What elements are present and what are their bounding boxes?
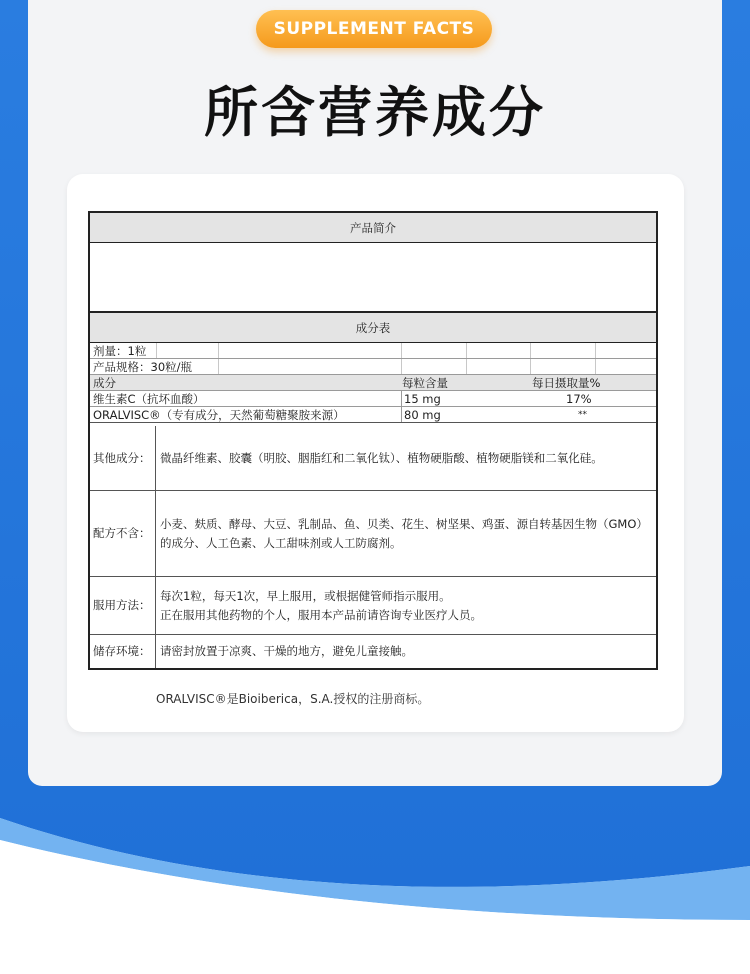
ingredient-amount: 80 mg [404,408,441,422]
intro-body [90,243,656,313]
storage-label: 储存环境： [90,635,156,668]
bottom-wave [0,770,750,974]
ingredient-dv: ** [578,410,587,420]
supplement-facts-table [88,211,658,670]
spec-text: 产品规格：30粒/瓶 [93,360,193,374]
other-ingredients-text: 微晶纤维素、胶囊（明胶、胭脂红和二氧化钛）、植物硬脂酸、植物硬脂镁和二氧化硅。 [160,450,603,465]
ingredient-dv: 17% [566,392,592,406]
storage-text: 请密封放置于凉爽、干燥的地方，避免儿童接触。 [160,644,413,658]
other-ingredients-row [90,426,656,491]
usage-line: 每次1粒，每天1次，早上服用，或根据健管师指示服用。 [160,588,451,603]
ingredient-name: 维生素C（抗坏血酸） [93,392,205,406]
intro-header: 产品简介 [350,220,396,235]
dose-row [90,343,656,359]
ingredient-name: ORALVISC®（专有成分，天然葡萄糖聚胺来源） [93,408,345,422]
ingredient-amount: 15 mg [404,392,441,406]
usage-label: 服用方法： [90,577,156,634]
free-from-text: 小麦、麸质、酵母、大豆、乳制品、鱼、贝类、花生、树坚果、鸡蛋、源自转基因生物（GMO）的成分、人工色素、人工甜味剂或人工防腐剂。 [160,516,648,550]
usage-line: 正在服用其他药物的个人，服用本产品前请咨询专业医疗人员。 [160,607,482,622]
intro-header-row [90,213,656,243]
col-daily-value: 每日摄取量% [532,376,601,390]
free-from-row [90,491,656,577]
usage-row [90,577,656,635]
spec-row [90,359,656,375]
other-ingredients-label: 其他成分： [90,426,156,490]
free-from-label: 配方不含： [90,491,156,576]
ingredients-header-row [90,313,656,343]
column-header-row [90,375,656,391]
dose-text: 剂量：1粒 [93,344,147,358]
storage-row [90,635,656,668]
supplement-facts-badge: SUPPLEMENT FACTS [256,10,492,48]
ingredient-row [90,391,656,407]
ingredient-row [90,407,656,423]
trademark-footnote: ORALVISC®是Bioiberica，S.A.授权的注册商标。 [156,692,430,706]
col-per-capsule: 每粒含量 [402,376,448,390]
page-title: 所含营养成分 [204,81,546,144]
ingredients-header: 成分表 [355,320,391,335]
col-ingredient: 成分 [93,376,116,390]
